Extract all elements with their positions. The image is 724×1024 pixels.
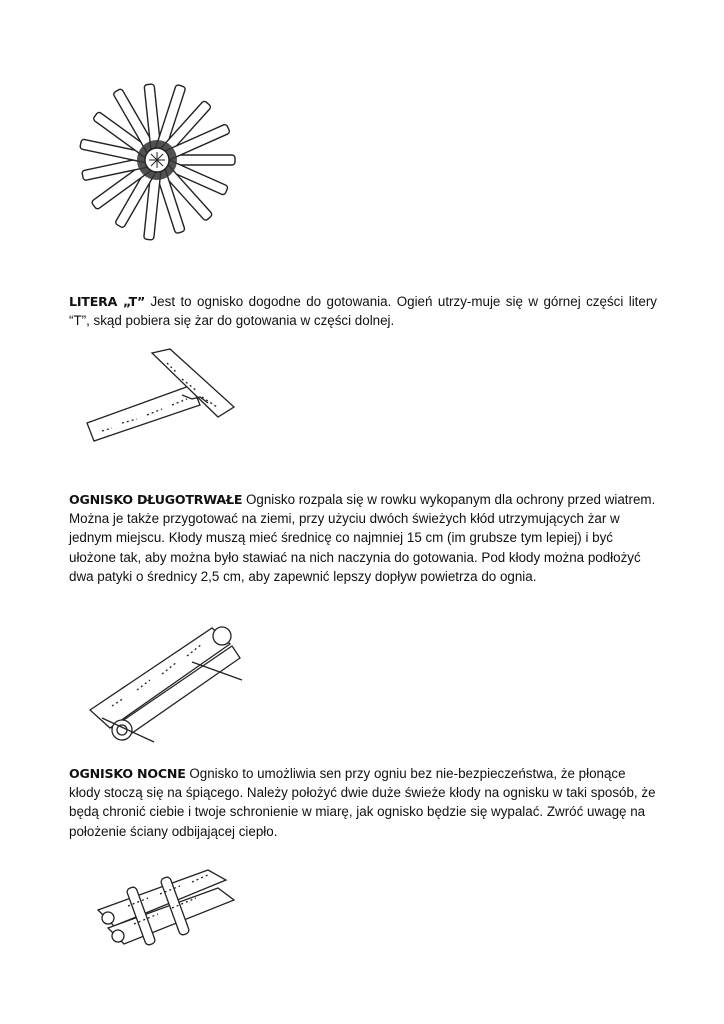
section-text: Jest to ognisko dogodne do gotowania. Ogień utrzy-muje się w górnej części litery “T”, skąd pobiera się żar do gotowania w części dolnej. <box>69 294 658 329</box>
section-text: Ognisko to umożliwia sen przy ogniu bez nie-bezpieczeństwa, że płonące kłody stoczą się na śpiącego. Należy położyć dwie duże świeże kłody na ognisku w taki sposób, że będą chronić ciebie i twoje schronienie w miarę, jak ognisko będzie się wypalać. Zwróć uwagę na położenie ściany odbijającej ciepło. <box>69 766 656 839</box>
section-litera-t <box>69 292 657 330</box>
t-shaped-fire-illustration <box>82 345 242 445</box>
section-ognisko-dlugotrwale <box>69 490 657 586</box>
night-fire-illustration <box>88 860 248 950</box>
section-heading: OGNISKO NOCNE <box>69 766 186 781</box>
section-heading: OGNISKO DŁUGOTRWAŁE <box>69 492 243 507</box>
section-heading: LITERA „T” <box>69 294 146 309</box>
star-fire-illustration <box>72 78 242 243</box>
section-text: Ognisko rozpala się w rowku wykopanym dla ochrony przed wiatrem. Można je także przygotować na ziemi, przy użyciu dwóch świeżych kłód utrzymujących żar w jednym miejscu. Kłody muszą mieć średnicę co najmniej 15 cm (im grubsze tym lepiej) i być ułożone tak, aby można było stawiać na nich naczynia do gotowania. Pod kłody można podłożyć dwa patyki o średnicy 2,5 cm, aby zapewnić lepszy dopływ powietrza do ognia. <box>69 492 656 584</box>
long-burning-fire-illustration <box>82 618 247 748</box>
section-ognisko-nocne <box>69 764 657 841</box>
